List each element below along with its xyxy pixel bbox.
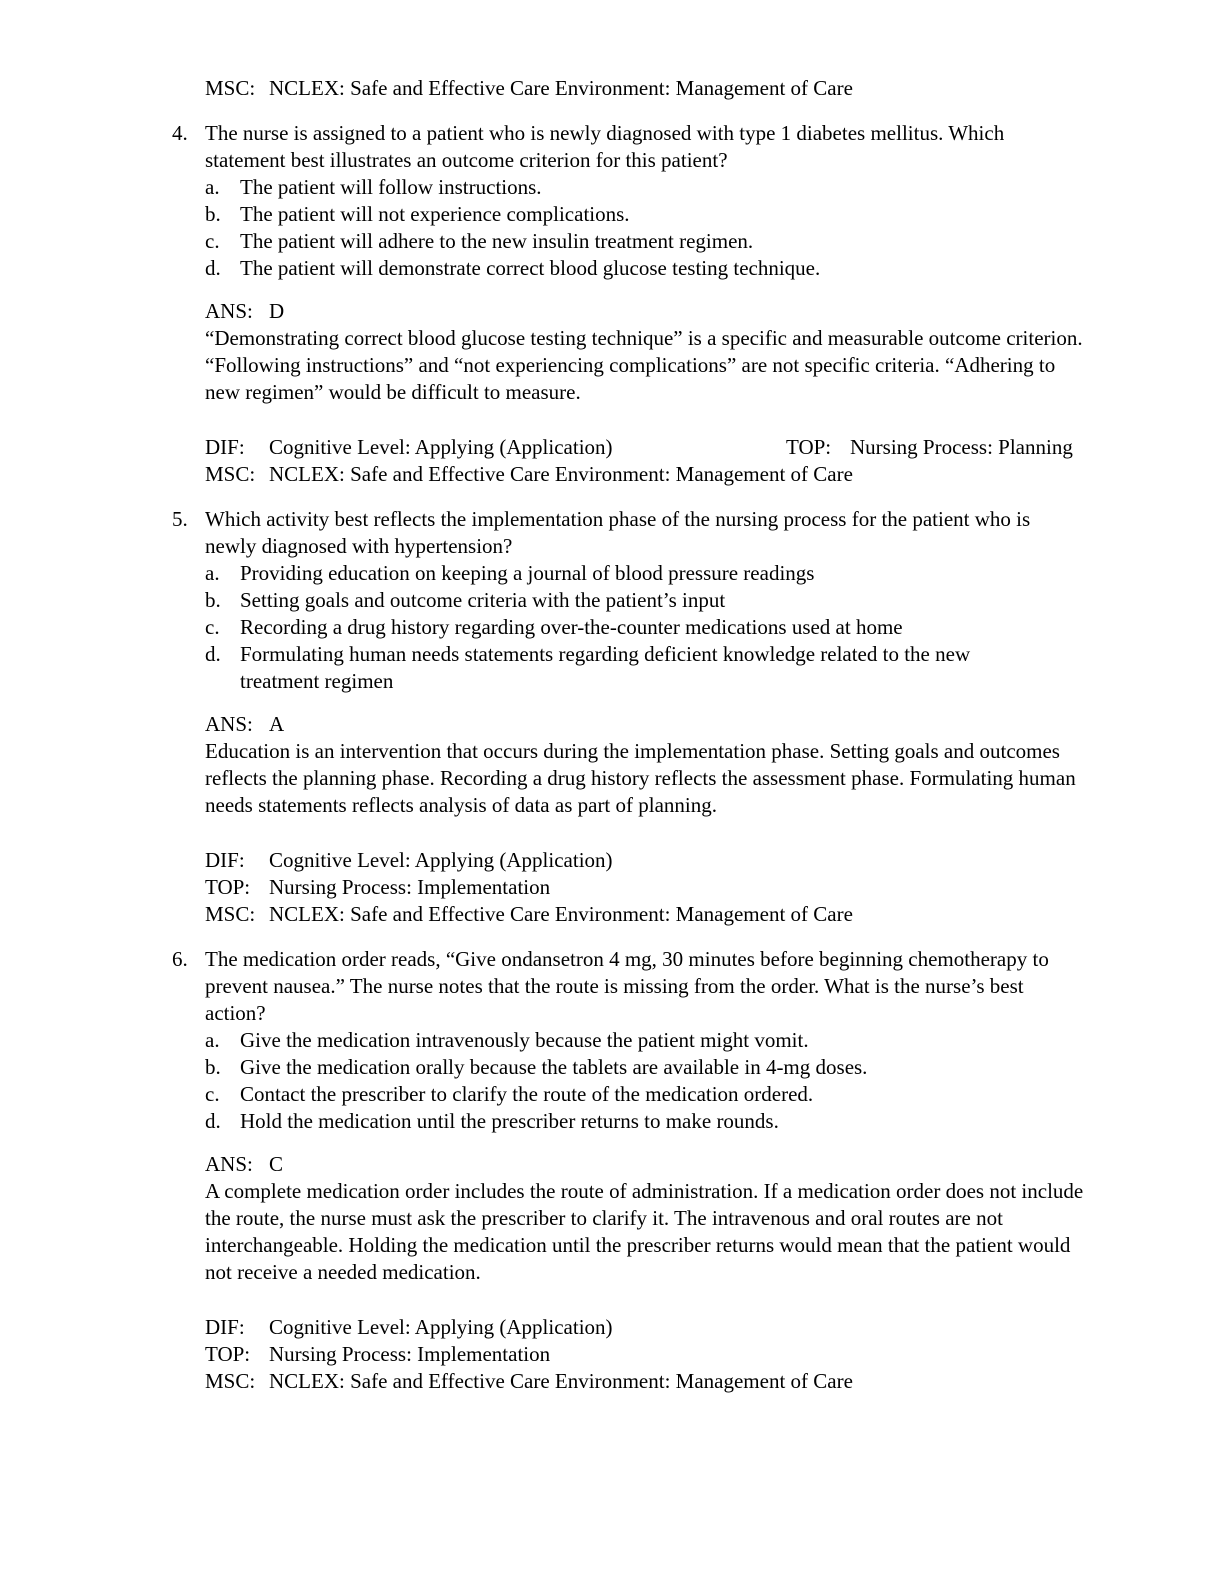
option-letter: c. <box>205 229 220 253</box>
option-row-b <box>205 587 1084 614</box>
question-stem: Which activity best reflects the implementation phase of the nursing process for the patient who is newly diagnosed with hypertension? <box>205 507 1031 558</box>
question-body <box>205 120 1084 488</box>
answer-line <box>205 1151 1084 1178</box>
rationale-text: A complete medication order includes the route of administration. If a medication order does not include the route, the nurse must ask the prescriber to clarify it. The intravenous and oral routes are not interchangeable. Holding the medication until the prescriber returns would mean that the patient would not receive a needed medication. <box>205 1179 1084 1284</box>
prev-question-msc-line <box>205 75 1084 102</box>
msc-label: MSC: <box>205 1369 256 1393</box>
dif-label: DIF: <box>205 848 245 872</box>
question-item-6 <box>172 946 1084 1395</box>
dif-value: Cognitive Level: Applying (Application) <box>269 435 613 459</box>
option-row-c <box>205 228 1084 255</box>
option-text: The patient will follow instructions. <box>240 175 542 199</box>
question-stem: The nurse is assigned to a patient who is newly diagnosed with type 1 diabetes mellitus. Which statement best illustrates an outcome criterion for this patient? <box>205 121 1005 172</box>
option-row-d <box>205 255 1084 282</box>
question-item-5 <box>172 506 1084 928</box>
option-letter: d. <box>205 1109 221 1133</box>
option-letter: d. <box>205 642 221 666</box>
question-body <box>205 506 1084 928</box>
dif-label: DIF: <box>205 1315 245 1339</box>
option-letter: b. <box>205 1055 221 1079</box>
question-number: 4. <box>172 121 188 145</box>
option-letter: d. <box>205 256 221 280</box>
option-text: Setting goals and outcome criteria with the patient’s input <box>240 588 726 612</box>
answer-block <box>205 298 1084 406</box>
options-list <box>205 560 1084 695</box>
meta-dif-line <box>205 1314 1084 1341</box>
option-letter: a. <box>205 561 220 585</box>
ans-label: ANS: <box>205 1152 253 1176</box>
top-value: Nursing Process: Planning <box>850 435 1073 459</box>
dif-label: DIF: <box>205 435 245 459</box>
answer-block <box>205 1151 1084 1286</box>
top-value: Nursing Process: Implementation <box>269 875 551 899</box>
option-text: Providing education on keeping a journal of blood pressure readings <box>240 561 815 585</box>
question-item-4 <box>172 120 1084 488</box>
meta-dif-top-line <box>205 434 1084 461</box>
options-list <box>205 174 1084 282</box>
question-stem: The medication order reads, “Give ondansetron 4 mg, 30 minutes before beginning chemotherapy to prevent nausea.” The nurse notes that the route is missing from the order. What is the nurse’s best action? <box>205 947 1049 1025</box>
dif-entry <box>205 434 613 461</box>
option-row-a <box>205 174 1084 201</box>
top-label: TOP: <box>205 1342 251 1366</box>
top-value: Nursing Process: Implementation <box>269 1342 551 1366</box>
meta-msc-line <box>205 461 1084 488</box>
msc-value: NCLEX: Safe and Effective Care Environment: Management of Care <box>269 1369 853 1393</box>
option-row-d <box>205 1108 1084 1135</box>
option-row-c <box>205 614 1084 641</box>
options-list <box>205 1027 1084 1135</box>
top-label: TOP: <box>205 875 251 899</box>
answer-letter: D <box>269 299 285 323</box>
top-label: TOP: <box>786 435 832 459</box>
meta-block <box>205 847 1084 928</box>
option-row-b <box>205 1054 1084 1081</box>
meta-msc-line <box>205 901 1084 928</box>
meta-block <box>205 1314 1084 1395</box>
ans-label: ANS: <box>205 712 253 736</box>
meta-top-line <box>205 1341 1084 1368</box>
option-row-a <box>205 560 1084 587</box>
answer-line <box>205 711 1084 738</box>
msc-value: NCLEX: Safe and Effective Care Environment: Management of Care <box>269 76 853 100</box>
question-body <box>205 946 1084 1395</box>
option-row-b <box>205 201 1084 228</box>
option-text: Give the medication intravenously because the patient might vomit. <box>240 1028 809 1052</box>
option-text: Recording a drug history regarding over-the-counter medications used at home <box>240 615 903 639</box>
option-letter: b. <box>205 588 221 612</box>
option-text: Contact the prescriber to clarify the route of the medication ordered. <box>240 1082 814 1106</box>
meta-top-line <box>205 874 1084 901</box>
msc-label: MSC: <box>205 462 256 486</box>
top-entry <box>786 434 1073 461</box>
answer-line <box>205 298 1084 325</box>
option-row-d <box>205 641 1084 695</box>
msc-label: MSC: <box>205 902 256 926</box>
rationale-text: Education is an intervention that occurs during the implementation phase. Setting goals and outcomes reflects the planning phase. Recording a drug history reflects the assessment phase. Formulating human needs statements reflects analysis of data as part of planning. <box>205 739 1076 817</box>
meta-block <box>205 434 1084 488</box>
option-letter: c. <box>205 1082 220 1106</box>
option-text: The patient will not experience complications. <box>240 202 630 226</box>
meta-msc-line <box>205 1368 1084 1395</box>
option-letter: a. <box>205 175 220 199</box>
answer-block <box>205 711 1084 819</box>
question-number: 6. <box>172 947 188 971</box>
msc-value: NCLEX: Safe and Effective Care Environment: Management of Care <box>269 902 853 926</box>
answer-letter: A <box>269 712 285 736</box>
option-letter: a. <box>205 1028 220 1052</box>
option-text: The patient will adhere to the new insulin treatment regimen. <box>240 229 754 253</box>
option-row-a <box>205 1027 1084 1054</box>
option-text: Formulating human needs statements regarding deficient knowledge related to the new treatment regimen <box>240 642 971 693</box>
option-text: The patient will demonstrate correct blood glucose testing technique. <box>240 256 821 280</box>
question-number: 5. <box>172 507 188 531</box>
dif-value: Cognitive Level: Applying (Application) <box>269 1315 613 1339</box>
option-text: Give the medication orally because the tablets are available in 4-mg doses. <box>240 1055 868 1079</box>
dif-value: Cognitive Level: Applying (Application) <box>269 848 613 872</box>
option-letter: c. <box>205 615 220 639</box>
meta-dif-line <box>205 847 1084 874</box>
answer-letter: C <box>269 1152 284 1176</box>
option-row-c <box>205 1081 1084 1108</box>
rationale-text: “Demonstrating correct blood glucose testing technique” is a specific and measurable outcome criterion. “Following instructions” and “not experiencing complications” are not specific criteria. “Adhering to new regimen” would be difficult to measure. <box>205 326 1083 404</box>
ans-label: ANS: <box>205 299 253 323</box>
msc-label: MSC: <box>205 76 256 100</box>
option-letter: b. <box>205 202 221 226</box>
option-text: Hold the medication until the prescriber returns to make rounds. <box>240 1109 779 1133</box>
msc-value: NCLEX: Safe and Effective Care Environment: Management of Care <box>269 462 853 486</box>
